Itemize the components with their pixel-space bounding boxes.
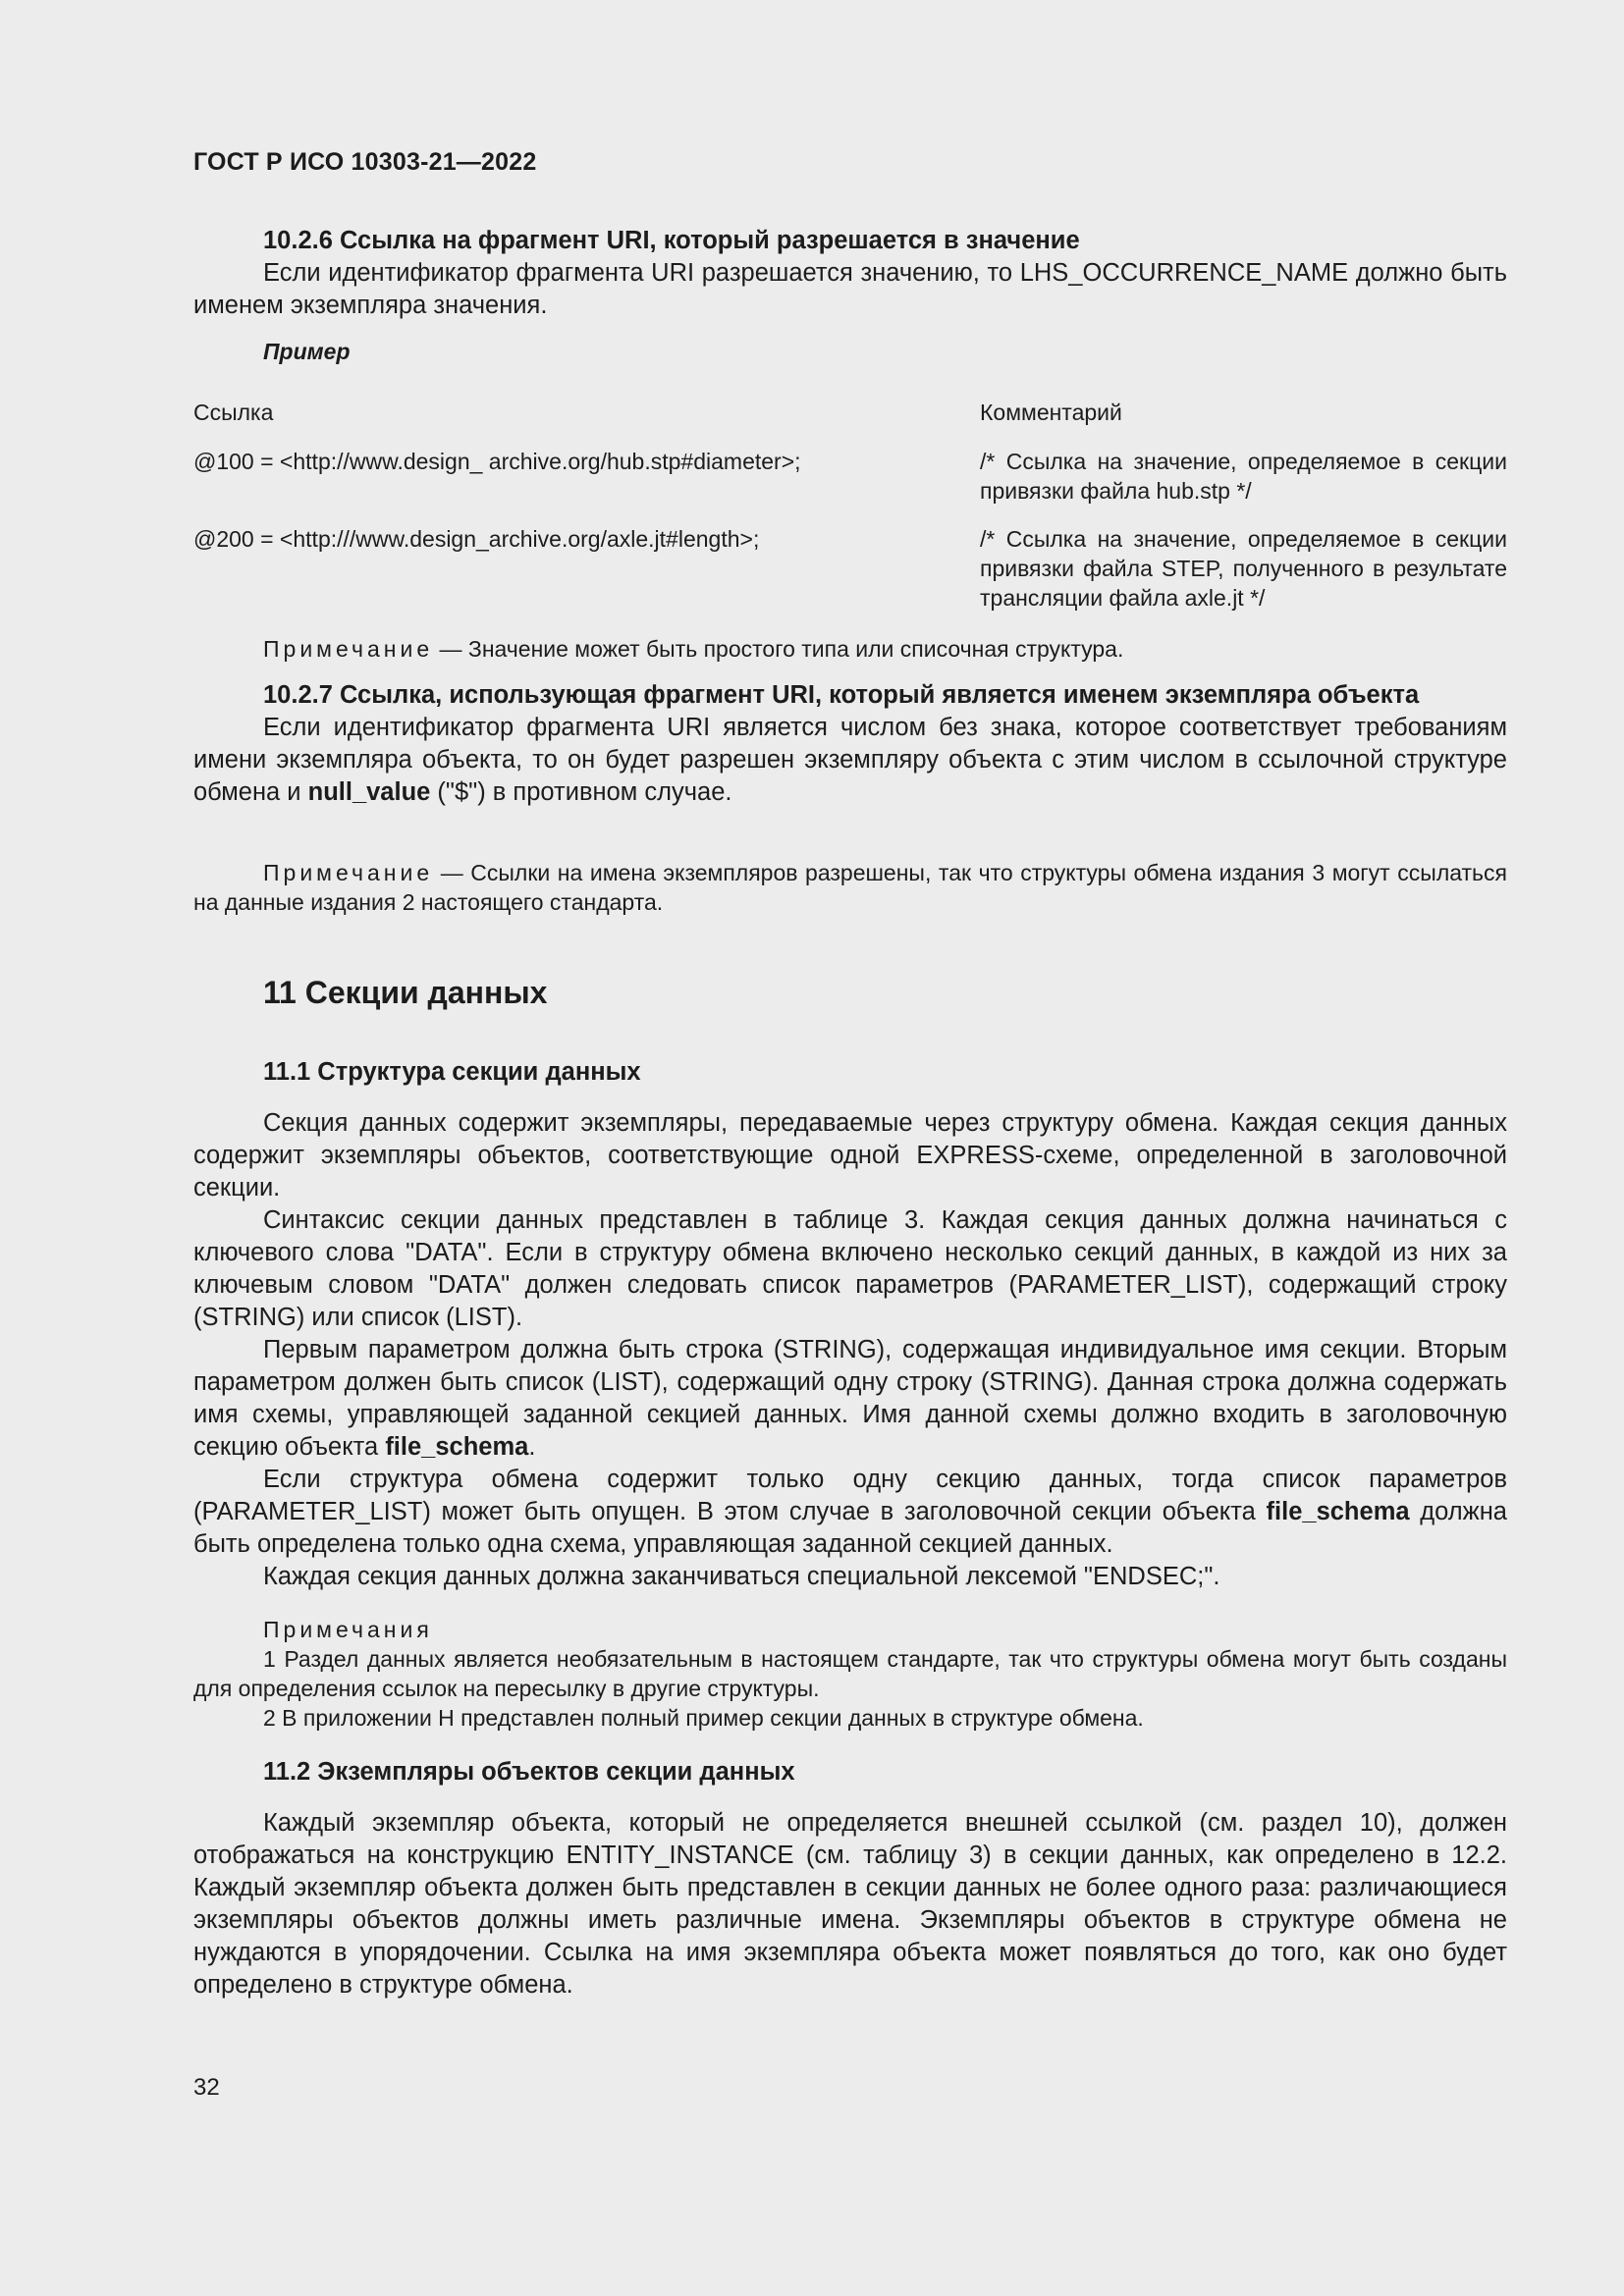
note-2: 2 В приложении Н представлен полный пример секции данных в структуре обмена. <box>263 1705 1144 1731</box>
note-1: 1 Раздел данных является необязательным в настоящем стандарте, так что структуры обмена могут быть созданы для определения ссылок на пересылку в другие структуры. <box>193 1646 1507 1701</box>
table-row <box>193 524 1507 613</box>
null-value-term: null_value <box>307 778 431 806</box>
column-header-reference: Ссылка <box>193 400 274 425</box>
notes-label <box>193 1615 1507 1644</box>
reference-cell: @100 = <http://www.design_ archive.org/hub.stp#diameter>; <box>193 449 801 474</box>
paragraph-text: ("$") в противном случае. <box>430 778 732 806</box>
section-10-2-6 <box>193 225 1507 322</box>
reference-table <box>193 398 1507 613</box>
section-10-2-6-heading: 10.2.6 Ссылка на фрагмент URI, который разрешается в значение <box>263 227 1080 254</box>
section-11-1-heading: 11.1 Структура секции данных <box>263 1058 641 1086</box>
comment-cell: /* Ссылка на значение, определяемое в секции привязки файла hub.stp */ <box>980 449 1507 504</box>
reference-cell: @200 = <http:///www.design_archive.org/axle.jt#length>; <box>193 526 760 552</box>
reference-table-header-row <box>193 398 1507 427</box>
comment-cell: /* Ссылка на значение, определяемое в секции привязки файла STEP, полученного в результате трансляции файла axle.jt */ <box>980 526 1507 611</box>
section-11-heading: 11 Секции данных <box>263 975 548 1010</box>
section-11-1-paragraph-4 <box>193 1464 1507 1561</box>
paragraph-text: Первым параметром должна быть строка (STRING), содержащая индивидуальное имя секции. Вторым параметром должен быть список (LIST), содержащий одну строку (STRING). Данная строка должна содержать имя схемы, управляющей заданной секцией данных. Имя данной схемы должно входить в заголовочную секцию объекта <box>193 1336 1507 1461</box>
column-header-comment: Комментарий <box>980 400 1122 425</box>
page-number: 32 <box>193 2074 220 2101</box>
notes-label-text: Примечания <box>263 1617 433 1642</box>
paragraph-text: Если идентификатор фрагмента URI является числом без знака, которое соответствует требованиям имени экземпляра объекта, то он будет разрешен экземпляру объекта с этим числом в ссылочной структуре обмена и <box>193 714 1507 806</box>
file-schema-term: file_schema <box>1266 1498 1410 1525</box>
table-row <box>193 447 1507 506</box>
note-label: Примечание <box>263 860 434 885</box>
paragraph-text: Если структура обмена содержит только одну секцию данных, тогда список параметров (PARAMETER_LIST) может быть опущен. В этом случае в заголовочной секции объекта <box>193 1466 1507 1525</box>
section-10-2-6-paragraph: Если идентификатор фрагмента URI разрешается значению, то LHS_OCCURRENCE_NAME должно быть именем экземпляра значения. <box>193 259 1507 319</box>
section-11-1-paragraph-1: Секция данных содержит экземпляры, передаваемые через структуру обмена. Каждая секция данных содержит экземпляры объектов, соответствующие одной EXPRESS-схеме, определенной в заголовочной секции. <box>193 1109 1507 1201</box>
section-10-2-7 <box>193 679 1507 809</box>
section-11-1-paragraph-3 <box>193 1334 1507 1464</box>
file-schema-term: file_schema <box>385 1433 529 1461</box>
note-label: Примечание <box>263 636 434 662</box>
section-11-1-paragraph-5: Каждая секция данных должна заканчиваться специальной лексемой "ENDSEC;". <box>263 1563 1220 1590</box>
document-header-title: ГОСТ Р ИСО 10303-21—2022 <box>193 148 537 176</box>
section-11-1-body <box>193 1107 1507 1593</box>
section-11-1-paragraph-2: Синтаксис секции данных представлен в таблице 3. Каждая секция данных должна начинаться с ключевого слова "DATA". Если в структуру обмена включено несколько секций данных, в каждой из них за ключевым словом "DATA" должен следовать список параметров (PARAMETER_LIST), содержащий строку (STRING) или список (LIST). <box>193 1206 1507 1331</box>
note-text: — Ссылки на имена экземпляров разрешены, так что структуры обмена издания 3 могут ссылаться на данные издания 2 настоящего стандарта. <box>193 860 1507 915</box>
section-11-2-heading: 11.2 Экземпляры объектов секции данных <box>263 1758 795 1786</box>
note-text: — Значение может быть простого типа или списочная структура. <box>433 636 1124 662</box>
note-10-2-7 <box>193 858 1507 917</box>
paragraph-text: . <box>528 1433 536 1461</box>
section-10-2-7-paragraph <box>193 712 1507 809</box>
paragraph-text: должна быть определена только одна схема, управляющая заданной секцией данных. <box>193 1498 1507 1558</box>
example-label: Пример <box>263 339 351 364</box>
note-10-2-6 <box>193 634 1507 664</box>
section-10-2-7-heading: 10.2.7 Ссылка, использующая фрагмент URI, который является именем экземпляра объекта <box>263 681 1420 709</box>
section-11-1-notes <box>193 1615 1507 1733</box>
section-11-2-paragraph: Каждый экземпляр объекта, который не определяется внешней ссылкой (см. раздел 10), должен отображаться на конструкцию ENTITY_INSTANCE (см. таблицу 3) в секции данных, как определено в 12.2. Каждый экземпляр объекта должен быть представлен в секции данных не более одного раза: различающиеся экземпляры объектов должны иметь различные имена. Экземпляры объектов в структуре обмена не нуждаются в упорядочении. Ссылка на имя экземпляра объекта может появляться до того, как оно будет определено в структуре обмена. <box>193 1809 1507 1999</box>
